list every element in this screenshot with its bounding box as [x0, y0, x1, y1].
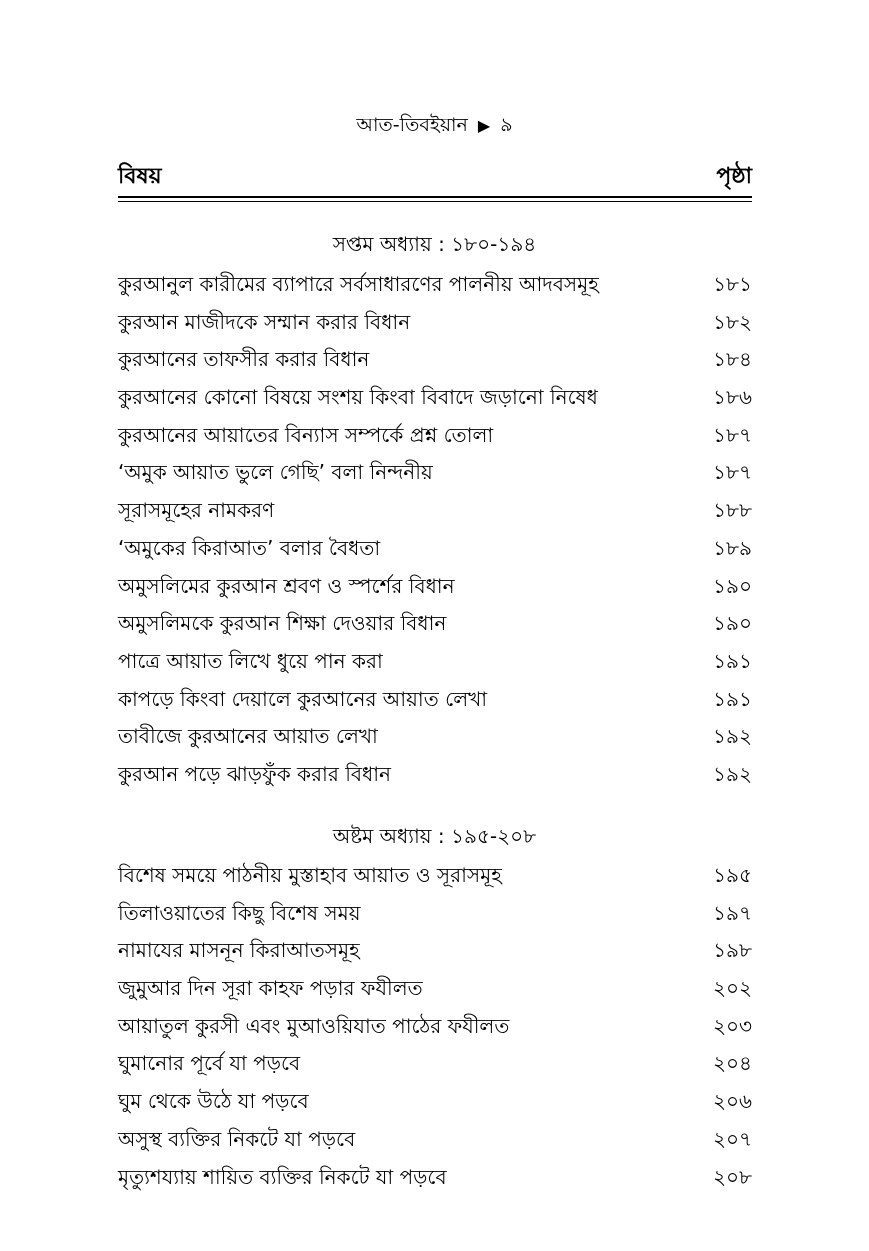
toc-entry-title: তাবীজে কুরআনের আয়াত লেখা [118, 724, 378, 749]
toc-entry-title: অমুসলিমের কুরআন শ্রবণ ও স্পর্শের বিধান [118, 573, 455, 598]
toc-entry-page: ২০৩ [712, 1013, 752, 1038]
toc-entry [118, 492, 752, 530]
toc-entry-title: ঘুম থেকে উঠে যা পড়বে [118, 1089, 309, 1114]
toc-entry [118, 605, 752, 643]
toc-entry-page: ২০৭ [712, 1126, 752, 1151]
toc-entry-page: ১৯০ [713, 611, 752, 636]
toc-entry-page: ২০৪ [713, 1051, 752, 1076]
toc-entry-page: ১৮৯ [713, 535, 752, 560]
toc-entry-title: কুরআনের আয়াতের বিন্যাস সম্পর্কে প্রশ্ন তোলা [118, 422, 494, 447]
toc-entry [118, 1045, 752, 1083]
toc-entry-title: অসুস্থ ব্যক্তির নিকটে যা পড়বে [118, 1126, 356, 1151]
toc-entry [118, 1159, 752, 1197]
toc-entry [118, 681, 752, 719]
toc-list [118, 857, 752, 1196]
toc-entry-page: ১৮২ [713, 309, 752, 334]
toc-entry-page: ১৮৭ [713, 460, 752, 485]
toc-entry-title: সূরাসমূহের নামকরণ [118, 498, 275, 523]
chapter-heading: অষ্টম অধ্যায় : ১৯৫-২০৮ [332, 824, 537, 848]
toc-entry-title: আয়াতুল কুরসী এবং মুআওয়িযাত পাঠের ফযীলত [118, 1013, 510, 1038]
toc-entry [118, 756, 752, 794]
toc-entry-title: কুরআনের তাফসীর করার বিধান [118, 347, 370, 372]
toc-entry [118, 341, 752, 379]
toc-entry-page: ২০৬ [712, 1089, 752, 1114]
toc-list [118, 266, 752, 794]
toc-entry [118, 454, 752, 492]
toc-entry [118, 1008, 752, 1046]
toc-entry-title: কুরআনুল কারীমের ব্যাপারে সর্বসাধারণের পালনীয় আদবসমূহ [118, 272, 599, 296]
toc-entry [118, 1121, 752, 1159]
toc-entry [118, 417, 752, 455]
triangle-right-icon: ▶ [477, 116, 491, 135]
toc-entry-page: ১৮৪ [713, 347, 752, 372]
toc-entry-page: ১৯৮ [713, 938, 752, 963]
toc-entry [118, 857, 752, 895]
toc-entry-title: ‘অমুক আয়াত ভুলে গেছি’ বলা নিন্দনীয় [118, 460, 433, 485]
toc-entry [118, 530, 752, 568]
chapter-heading: সপ্তম অধ্যায় : ১৮০-১৯৪ [332, 232, 537, 256]
toc-entry-title: কুরআনের কোনো বিষয়ে সংশয় কিংবা বিবাদে জড়ানো নিষেধ [118, 385, 598, 410]
toc-entry-page: ১৮১ [713, 272, 752, 296]
toc-entry-title: মৃত্যুশয্যায় শায়িত ব্যক্তির নিকটে যা পড়বে [118, 1164, 447, 1189]
toc-entry-title: জুমুআর দিন সূরা কাহফ পড়ার ফযীলত [118, 976, 423, 1001]
toc-entry [118, 379, 752, 417]
toc-entry-title: কুরআন পড়ে ঝাড়ফুঁক করার বিধান [118, 761, 391, 786]
book-title: আত-তিবইয়ান [356, 114, 468, 136]
toc-entry-page: ১৯২ [713, 724, 752, 749]
toc-entry [118, 718, 752, 756]
toc-entry-page: ১৮৬ [713, 385, 752, 410]
toc-entry-title: তিলাওয়াতের কিছু বিশেষ সময় [118, 900, 361, 925]
header-rule-thick [118, 196, 752, 198]
toc-entry [118, 895, 752, 933]
toc-entry-title: পাত্রে আয়াত লিখে ধুয়ে পান করা [118, 648, 383, 673]
toc-entry-title: অমুসলিমকে কুরআন শিক্ষা দেওয়ার বিধান [118, 611, 447, 636]
toc-entry-page: ১৮৮ [713, 498, 752, 523]
toc-column-header [118, 160, 752, 194]
toc-entry [118, 970, 752, 1008]
toc-entry-page: ১৯১ [713, 648, 752, 673]
toc-entry-title: ঘুমানোর পূর্বে যা পড়বে [118, 1051, 301, 1076]
toc-entry [118, 932, 752, 970]
toc-entry-page: ২০৮ [713, 1164, 752, 1189]
toc-entry [118, 266, 752, 304]
toc-entry-title: ‘অমুকের কিরাআত’ বলার বৈধতা [118, 535, 381, 560]
toc-entry [118, 643, 752, 681]
toc-entry-page: ১৯৭ [713, 900, 752, 925]
toc-entry-page: ১৮৭ [713, 422, 752, 447]
toc-entry-page: ১৯২ [713, 761, 752, 786]
toc-entry [118, 568, 752, 606]
toc-entry-title: কুরআন মাজীদকে সম্মান করার বিধান [118, 309, 411, 334]
toc-entry-title: কাপড়ে কিংবা দেয়ালে কুরআনের আয়াত লেখা [118, 686, 488, 711]
toc-entry-page: ১৯০ [713, 573, 752, 598]
toc-entry [118, 1083, 752, 1121]
toc-entry-page: ১৯৫ [713, 863, 752, 887]
toc-entry [118, 304, 752, 342]
toc-entry-page: ২০২ [712, 976, 752, 1001]
running-head [0, 112, 869, 139]
page-number: ৯ [500, 114, 513, 136]
subject-column-label: বিষয় [118, 164, 162, 189]
header-rule-thin [118, 201, 752, 202]
page-column-label: পৃষ্ঠা [716, 164, 752, 189]
toc-entry-title: নামাযের মাসনূন কিরাআতসমূহ [118, 938, 360, 963]
toc-entry-page: ১৯১ [713, 686, 752, 711]
toc-entry-title: বিশেষ সময়ে পাঠনীয় মুস্তাহাব আয়াত ও সূরাসমূহ [118, 863, 502, 887]
